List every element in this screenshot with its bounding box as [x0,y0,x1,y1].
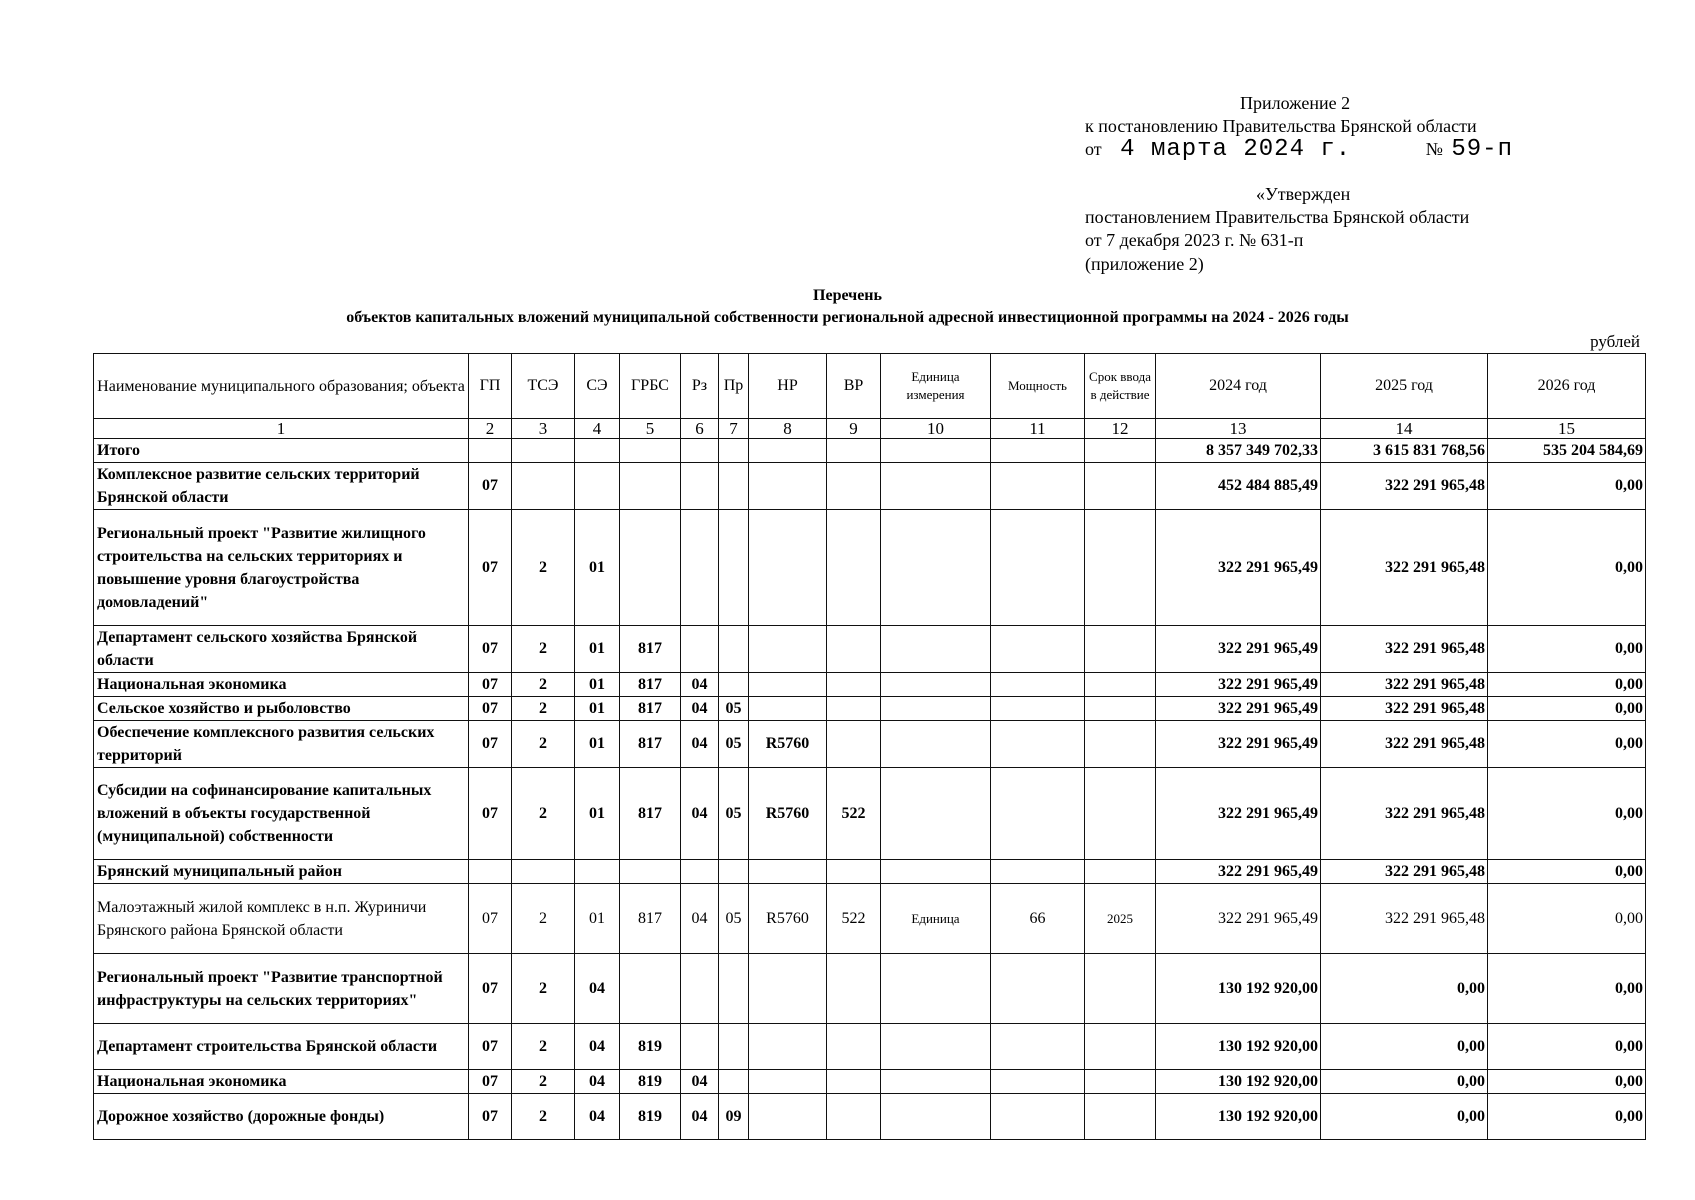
cell-rz [681,860,719,884]
cell-term [1085,626,1156,673]
cell-tse: 2 [512,721,575,768]
cell-name: Обеспечение комплексного развития сельских территорий [94,721,469,768]
cell-name: Малоэтажный жилой комплекс в н.п. Журиничи Брянского района Брянской области [94,884,469,954]
cell-y2025: 0,00 [1321,1024,1488,1070]
cell-y2025: 322 291 965,48 [1321,673,1488,697]
cell-tse: 2 [512,510,575,626]
cell-pr [719,673,749,697]
cell-nr: R5760 [749,721,827,768]
cell-power [991,1070,1085,1094]
cell-pr [719,1070,749,1094]
cell-rz [681,954,719,1024]
cell-nr [749,1094,827,1140]
cell-y2025: 322 291 965,48 [1321,626,1488,673]
cell-vr [827,463,881,510]
cell-gp: 07 [469,1070,512,1094]
cell-gp: 07 [469,1094,512,1140]
cell-y2025: 0,00 [1321,1094,1488,1140]
cell-grbs: 819 [620,1024,681,1070]
cell-y2026: 0,00 [1488,463,1646,510]
cell-tse [512,860,575,884]
cell-gp: 07 [469,697,512,721]
cell-y2026: 0,00 [1488,1024,1646,1070]
col-2024-header: 2024 год [1156,354,1321,419]
cell-name: Сельское хозяйство и рыболовство [94,697,469,721]
cell-se: 01 [575,768,620,860]
cell-pr: 05 [719,768,749,860]
cell-nr: R5760 [749,884,827,954]
cell-unit [881,1070,991,1094]
cell-name: Субсидии на софинансирование капитальных вложений в объекты государственной (муниципальной) собственности [94,768,469,860]
cell-se [575,439,620,463]
cell-vr [827,697,881,721]
cell-tse [512,439,575,463]
cell-name: Брянский муниципальный район [94,860,469,884]
cell-pr [719,626,749,673]
cell-y2026: 0,00 [1488,626,1646,673]
cell-gp: 07 [469,1024,512,1070]
cell-y2024: 322 291 965,49 [1156,697,1321,721]
cell-unit [881,510,991,626]
cell-y2026: 0,00 [1488,954,1646,1024]
cell-rz [681,439,719,463]
cell-vr [827,439,881,463]
cell-grbs: 819 [620,1070,681,1094]
cell-se: 04 [575,1024,620,1070]
table-row [94,884,1646,954]
col-number: 3 [512,419,575,439]
cell-unit [881,697,991,721]
cell-y2024: 322 291 965,49 [1156,510,1321,626]
col-se-header: СЭ [575,354,620,419]
cell-y2024: 322 291 965,49 [1156,673,1321,697]
cell-tse: 2 [512,1070,575,1094]
cell-grbs: 817 [620,673,681,697]
cell-rz: 04 [681,721,719,768]
cell-pr: 05 [719,884,749,954]
cell-vr [827,954,881,1024]
cell-vr [827,626,881,673]
cell-tse: 2 [512,1094,575,1140]
cell-unit [881,463,991,510]
cell-y2024: 130 192 920,00 [1156,1070,1321,1094]
resolution-date-line [1085,138,1513,161]
cell-gp: 07 [469,626,512,673]
cell-y2026: 0,00 [1488,884,1646,954]
cell-y2024: 322 291 965,49 [1156,626,1321,673]
cell-rz: 04 [681,1070,719,1094]
cell-pr [719,860,749,884]
table-row [94,954,1646,1024]
appendix-reference: к постановлению Правительства Брянской области [1085,116,1477,136]
col-rz-header: Рз [681,354,719,419]
cell-se: 04 [575,1094,620,1140]
cell-tse: 2 [512,1024,575,1070]
from-label: от [1085,139,1102,159]
cell-pr: 09 [719,1094,749,1140]
cell-pr [719,1024,749,1070]
cell-term [1085,463,1156,510]
cell-unit [881,1024,991,1070]
cell-se [575,463,620,510]
cell-nr [749,463,827,510]
cell-nr [749,697,827,721]
cell-y2025: 322 291 965,48 [1321,884,1488,954]
col-tse-header: ТСЭ [512,354,575,419]
cell-gp: 07 [469,954,512,1024]
cell-gp: 07 [469,721,512,768]
cell-y2026: 0,00 [1488,721,1646,768]
cell-y2025: 3 615 831 768,56 [1321,439,1488,463]
cell-se: 01 [575,673,620,697]
cell-se: 01 [575,721,620,768]
cell-y2024: 322 291 965,49 [1156,721,1321,768]
cell-rz: 04 [681,673,719,697]
cell-rz: 04 [681,1094,719,1140]
table-row [94,1094,1646,1140]
col-number: 9 [827,419,881,439]
cell-power [991,673,1085,697]
cell-y2026: 0,00 [1488,768,1646,860]
cell-y2026: 0,00 [1488,510,1646,626]
cell-y2024: 322 291 965,49 [1156,884,1321,954]
cell-grbs: 817 [620,697,681,721]
cell-name: Департамент сельского хозяйства Брянской области [94,626,469,673]
cell-unit [881,721,991,768]
cell-pr [719,439,749,463]
cell-unit [881,673,991,697]
col-number: 12 [1085,419,1156,439]
document-subtitle: объектов капитальных вложений муниципальной собственности региональной адресной инвестиционной программы на 2024 - 2026 годы [346,309,1349,326]
investment-program-table [93,353,1646,1140]
cell-vr [827,1070,881,1094]
cell-y2026: 0,00 [1488,673,1646,697]
cell-nr [749,626,827,673]
col-number: 15 [1488,419,1646,439]
cell-se [575,860,620,884]
col-number: 5 [620,419,681,439]
table-header-row [94,354,1646,419]
cell-rz [681,626,719,673]
cell-y2025: 322 291 965,48 [1321,697,1488,721]
cell-term [1085,697,1156,721]
cell-y2024: 130 192 920,00 [1156,1024,1321,1070]
cell-rz [681,463,719,510]
cell-vr [827,1024,881,1070]
cell-grbs: 817 [620,721,681,768]
cell-y2024: 130 192 920,00 [1156,954,1321,1024]
approved-date: от 7 декабря 2023 г. № 631-п [1085,230,1304,250]
table-row [94,626,1646,673]
cell-power [991,1094,1085,1140]
cell-name: Комплексное развитие сельских территорий Брянской области [94,463,469,510]
cell-vr [827,860,881,884]
table-row [94,463,1646,510]
cell-y2025: 0,00 [1321,954,1488,1024]
cell-vr [827,721,881,768]
cell-y2025: 322 291 965,48 [1321,721,1488,768]
cell-term [1085,439,1156,463]
cell-grbs [620,860,681,884]
cell-y2025: 322 291 965,48 [1321,510,1488,626]
cell-y2024: 322 291 965,49 [1156,768,1321,860]
cell-power [991,697,1085,721]
cell-power [991,954,1085,1024]
cell-pr [719,463,749,510]
approved-label: «Утвержден [1256,184,1351,204]
cell-gp: 07 [469,884,512,954]
table-row [94,1070,1646,1094]
cell-tse: 2 [512,884,575,954]
cell-tse [512,463,575,510]
cell-power [991,626,1085,673]
cell-name: Региональный проект "Развитие жилищного строительства на сельских территориях и повышение уровня благоустройства домовладений" [94,510,469,626]
cell-grbs [620,954,681,1024]
cell-name: Региональный проект "Развитие транспортной инфраструктуры на сельских территориях" [94,954,469,1024]
cell-grbs [620,439,681,463]
cell-nr: R5760 [749,768,827,860]
cell-y2025: 0,00 [1321,1070,1488,1094]
cell-power [991,510,1085,626]
col-vr-header: ВР [827,354,881,419]
col-name-header: Наименование муниципального образования; объекта [94,354,469,419]
table-row [94,510,1646,626]
cell-gp [469,860,512,884]
cell-vr: 522 [827,768,881,860]
cell-y2026: 535 204 584,69 [1488,439,1646,463]
cell-se: 01 [575,510,620,626]
cell-y2024: 8 357 349 702,33 [1156,439,1321,463]
col-number: 11 [991,419,1085,439]
cell-unit [881,439,991,463]
cell-grbs: 817 [620,768,681,860]
cell-power [991,439,1085,463]
cell-y2026: 0,00 [1488,1070,1646,1094]
cell-grbs: 817 [620,626,681,673]
cell-nr [749,510,827,626]
cell-power [991,721,1085,768]
cell-pr: 05 [719,721,749,768]
cell-rz [681,510,719,626]
cell-rz: 04 [681,884,719,954]
cell-nr [749,954,827,1024]
appendix-label: Приложение 2 [1240,93,1351,113]
cell-gp: 07 [469,510,512,626]
cell-grbs [620,463,681,510]
cell-se: 04 [575,1070,620,1094]
number-label: № [1425,139,1443,159]
column-number-row [94,419,1646,439]
col-unit-header: Единица измерения [881,354,991,419]
cell-vr [827,510,881,626]
cell-se: 01 [575,626,620,673]
cell-term [1085,1024,1156,1070]
cell-pr [719,510,749,626]
cell-nr [749,1024,827,1070]
cell-tse: 2 [512,697,575,721]
cell-gp: 07 [469,463,512,510]
cell-grbs: 817 [620,884,681,954]
cell-name: Дорожное хозяйство (дорожные фонды) [94,1094,469,1140]
col-number: 8 [749,419,827,439]
document-title: Перечень [813,287,882,304]
cell-tse: 2 [512,626,575,673]
cell-term [1085,860,1156,884]
cell-gp: 07 [469,673,512,697]
cell-gp [469,439,512,463]
cell-y2026: 0,00 [1488,1094,1646,1140]
cell-unit: Единица [881,884,991,954]
col-pr-header: Пр [719,354,749,419]
cell-y2026: 0,00 [1488,860,1646,884]
cell-y2024: 322 291 965,49 [1156,860,1321,884]
cell-term [1085,1094,1156,1140]
col-nr-header: НР [749,354,827,419]
col-number: 7 [719,419,749,439]
cell-name: Департамент строительства Брянской области [94,1024,469,1070]
table-row [94,673,1646,697]
cell-nr [749,860,827,884]
cell-y2024: 130 192 920,00 [1156,1094,1321,1140]
cell-pr: 05 [719,697,749,721]
col-term-header: Срок ввода в действие [1085,354,1156,419]
col-number: 2 [469,419,512,439]
cell-vr [827,1094,881,1140]
cell-unit [881,626,991,673]
cell-grbs [620,510,681,626]
col-power-header: Мощность [991,354,1085,419]
cell-tse: 2 [512,954,575,1024]
resolution-number: 59-п [1451,136,1513,163]
cell-name: Итого [94,439,469,463]
cell-power [991,860,1085,884]
cell-term [1085,954,1156,1024]
cell-vr [827,673,881,697]
col-number: 10 [881,419,991,439]
col-number: 14 [1321,419,1488,439]
cell-grbs: 819 [620,1094,681,1140]
col-gp-header: ГП [469,354,512,419]
col-number: 13 [1156,419,1321,439]
table-row [94,768,1646,860]
col-2026-header: 2026 год [1488,354,1646,419]
cell-power [991,463,1085,510]
cell-gp: 07 [469,768,512,860]
cell-unit [881,1094,991,1140]
cell-y2025: 322 291 965,48 [1321,768,1488,860]
cell-term [1085,1070,1156,1094]
cell-y2025: 322 291 965,48 [1321,463,1488,510]
cell-name: Национальная экономика [94,1070,469,1094]
cell-tse: 2 [512,768,575,860]
cell-se: 04 [575,954,620,1024]
cell-rz: 04 [681,697,719,721]
cell-term [1085,510,1156,626]
col-number: 1 [94,419,469,439]
cell-power: 66 [991,884,1085,954]
table-row [94,439,1646,463]
approved-appendix: (приложение 2) [1085,254,1204,274]
cell-vr: 522 [827,884,881,954]
approved-by: постановлением Правительства Брянской области [1085,207,1470,227]
cell-pr [719,954,749,1024]
cell-unit [881,860,991,884]
cell-name: Национальная экономика [94,673,469,697]
cell-nr [749,673,827,697]
cell-y2025: 322 291 965,48 [1321,860,1488,884]
cell-term [1085,721,1156,768]
col-number: 4 [575,419,620,439]
cell-nr [749,1070,827,1094]
cell-term [1085,673,1156,697]
col-number: 6 [681,419,719,439]
table-row [94,697,1646,721]
cell-term: 2025 [1085,884,1156,954]
resolution-date: 4 марта 2024 г. [1120,136,1352,163]
table-row [94,721,1646,768]
col-2025-header: 2025 год [1321,354,1488,419]
units-label: рублей [1590,332,1640,351]
cell-term [1085,768,1156,860]
cell-rz [681,1024,719,1070]
col-grbs-header: ГРБС [620,354,681,419]
table-row [94,860,1646,884]
cell-y2024: 452 484 885,49 [1156,463,1321,510]
cell-rz: 04 [681,768,719,860]
cell-tse: 2 [512,673,575,697]
cell-power [991,1024,1085,1070]
cell-power [991,768,1085,860]
cell-se: 01 [575,697,620,721]
cell-se: 01 [575,884,620,954]
cell-nr [749,439,827,463]
cell-unit [881,768,991,860]
cell-unit [881,954,991,1024]
table-row [94,1024,1646,1070]
cell-y2026: 0,00 [1488,697,1646,721]
